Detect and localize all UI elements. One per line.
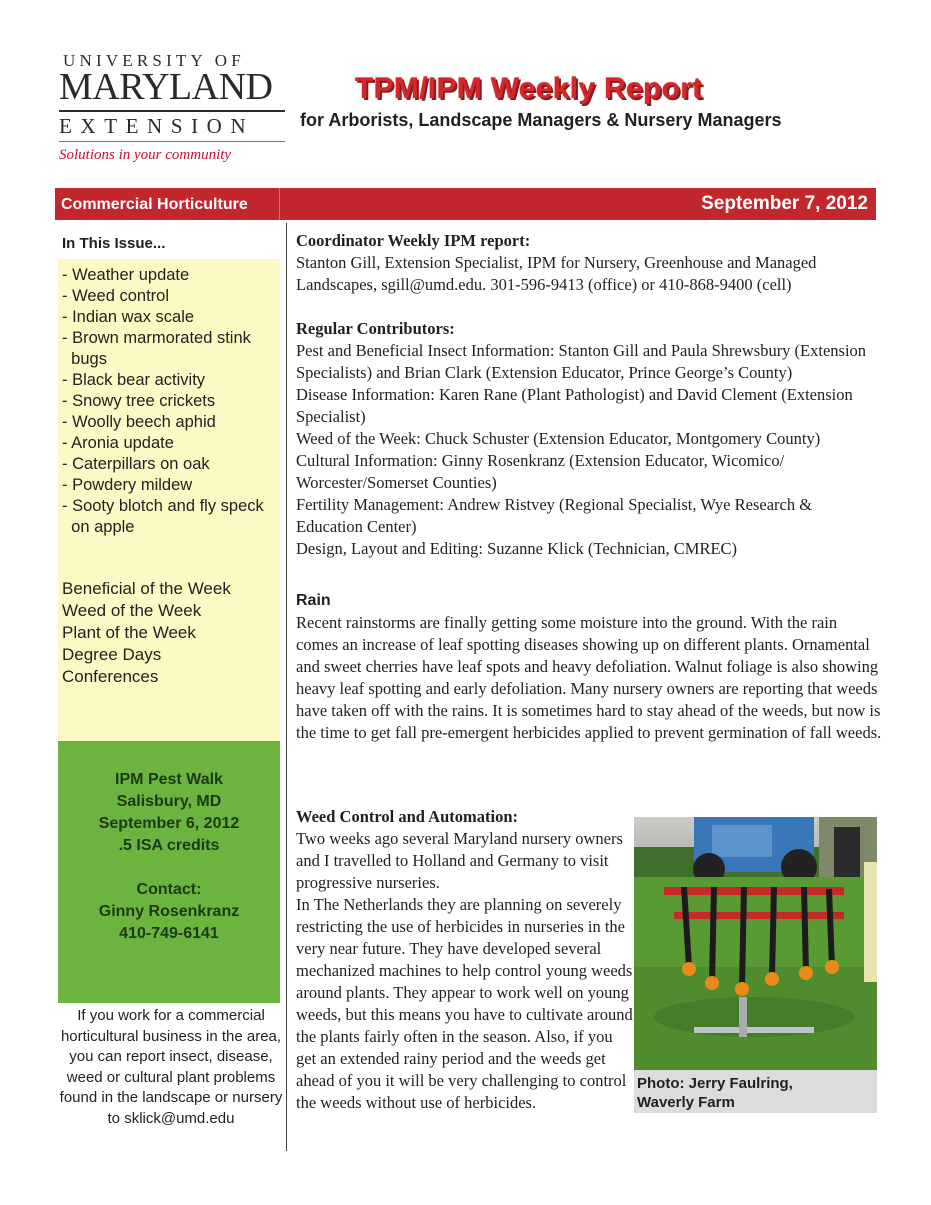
coordinator-heading: Coordinator Weekly IPM report: — [296, 231, 531, 250]
weed-control-text-1: Two weeks ago several Maryland nursery owners and I travelled to Holland and Germany to visit progressive nurseries. — [296, 829, 623, 892]
issue-date: September 7, 2012 — [701, 193, 868, 214]
feature-item: Degree Days — [62, 645, 162, 664]
main-column — [296, 230, 882, 744]
photo-caption — [637, 1074, 793, 1112]
feature-item: Conferences — [62, 667, 159, 686]
issue-item: on apple — [62, 518, 135, 536]
pest-walk-location: Salisbury, MD — [116, 793, 222, 810]
issue-contents-box — [58, 259, 280, 741]
contributor-line: Pest and Beneficial Insect Information: Stanton Gill and Paula Shrewsbury (Extension Specialists) and Brian Clark (Extension Educator, Prince George’s County) — [296, 341, 867, 382]
pest-walk-credits: .5 ISA credits — [118, 837, 220, 854]
issue-item: - Caterpillars on oak — [62, 455, 210, 473]
logo-rule — [59, 110, 285, 112]
issue-item: - Weed control — [62, 287, 169, 305]
contributor-line: Fertility Management: Andrew Ristvey (Regional Specialist, Wye Research & Education Center) — [296, 495, 813, 536]
in-this-issue-header — [58, 223, 280, 259]
contributor-line: Cultural Information: Ginny Rosenkranz (Extension Educator, Wicomico/ Worcester/Somerset Counties) — [296, 451, 785, 492]
pest-walk-text — [58, 769, 280, 945]
in-this-issue-heading: In This Issue... — [62, 235, 166, 252]
rain-text: Recent rainstorms are finally getting some moisture into the ground. With the rain comes an increase of leaf spotting diseases showing up on different plants. Ornamental and sweet cherries have leaf spots and heavy defoliation. Walnut foliage is also showing heavy leaf spotting and early defoliation. Many nursery owners are reporting that weeds have taken off with the rains. It is sometimes hard to stay ahead of the weeds, but now is the time to get fall pre-emergent herbicides applied to prevent germination of fall weeds. — [296, 613, 882, 742]
contributor-line: Design, Layout and Editing: Suzanne Klick (Technician, CMREC) — [296, 539, 738, 558]
photo-caption-line: Waverly Farm — [637, 1094, 735, 1111]
issue-item: - Aronia update — [62, 434, 174, 452]
issue-item: - Powdery mildew — [62, 476, 193, 494]
logo-university-of: UNIVERSITY OF — [63, 51, 245, 70]
issue-item: - Snowy tree crickets — [62, 392, 216, 410]
weed-control-text-2: In The Netherlands they are planning on severely restricting the use of herbicides in nurseries in the very near future. They have developed several mechanized machines to help control young weeds around plants. They appear to work well on young weeds, but this means you have to cultivate around the plants fairly often in the season. Also, if you get an extended rainy period and the weeds get ahead of you it will be very challenging to control the weeds without use of herbicides. — [296, 895, 633, 1112]
logo-maryland: MARYLAND — [59, 66, 273, 108]
issue-list — [62, 265, 278, 538]
issue-item: - Brown marmorated stink — [62, 329, 251, 347]
feature-item: Weed of the Week — [62, 601, 202, 620]
report-subtitle: for Arborists, Landscape Managers & Nursery Managers — [300, 110, 782, 130]
logo-extension: EXTENSION — [59, 114, 255, 138]
photo-caption-box — [634, 1070, 877, 1113]
issue-item: - Sooty blotch and fly speck — [62, 497, 264, 515]
contributor-line: Weed of the Week: Chuck Schuster (Extension Educator, Montgomery County) — [296, 429, 821, 448]
university-logo — [57, 52, 287, 170]
contact-name: Ginny Rosenkranz — [98, 903, 240, 920]
logo-rule-thin — [59, 141, 285, 142]
issue-item: bugs — [62, 350, 107, 368]
contact-phone: 410-749-6141 — [119, 925, 219, 942]
issue-item: - Indian wax scale — [62, 308, 195, 326]
contact-label: Contact: — [136, 881, 202, 898]
weeding-machine-photo — [634, 817, 877, 1070]
coordinator-text: Stanton Gill, Extension Specialist, IPM for Nursery, Greenhouse and Managed Landscapes, sgill@umd.edu. 301-596-9413 (office) or 410-868-9400 (cell) — [296, 253, 817, 294]
weed-control-heading: Weed Control and Automation: — [296, 807, 519, 826]
feature-item: Plant of the Week — [62, 623, 196, 642]
pest-walk-box — [58, 741, 280, 1003]
issue-item: - Weather update — [62, 266, 190, 284]
section-banner — [55, 188, 876, 220]
feature-item: Beneficial of the Week — [62, 579, 231, 598]
issue-item: - Black bear activity — [62, 371, 206, 389]
report-title: TPM/IPM Weekly Report — [355, 72, 703, 105]
logo-tagline: Solutions in your community — [59, 147, 232, 163]
pest-walk-title: IPM Pest Walk — [115, 771, 223, 788]
pest-walk-date: September 6, 2012 — [98, 815, 240, 832]
contributor-line: Disease Information: Karen Rane (Plant Pathologist) and David Clement (Extension Specialist) — [296, 385, 853, 426]
column-divider — [286, 223, 287, 1151]
feature-list — [62, 578, 231, 688]
section-label: Commercial Horticulture — [61, 196, 248, 213]
rain-heading: Rain — [296, 592, 331, 609]
banner-divider — [279, 188, 280, 220]
weed-control-section — [296, 806, 636, 1114]
photo-caption-line: Photo: Jerry Faulring, — [637, 1075, 793, 1092]
issue-item: - Woolly beech aphid — [62, 413, 216, 431]
report-problems-note: If you work for a commercial horticultural business in the area, you can report insect, disease, weed or cultural plant problems found in the landscape or nursery to sklick@umd.edu — [59, 1007, 283, 1127]
contributors-heading: Regular Contributors: — [296, 319, 455, 338]
